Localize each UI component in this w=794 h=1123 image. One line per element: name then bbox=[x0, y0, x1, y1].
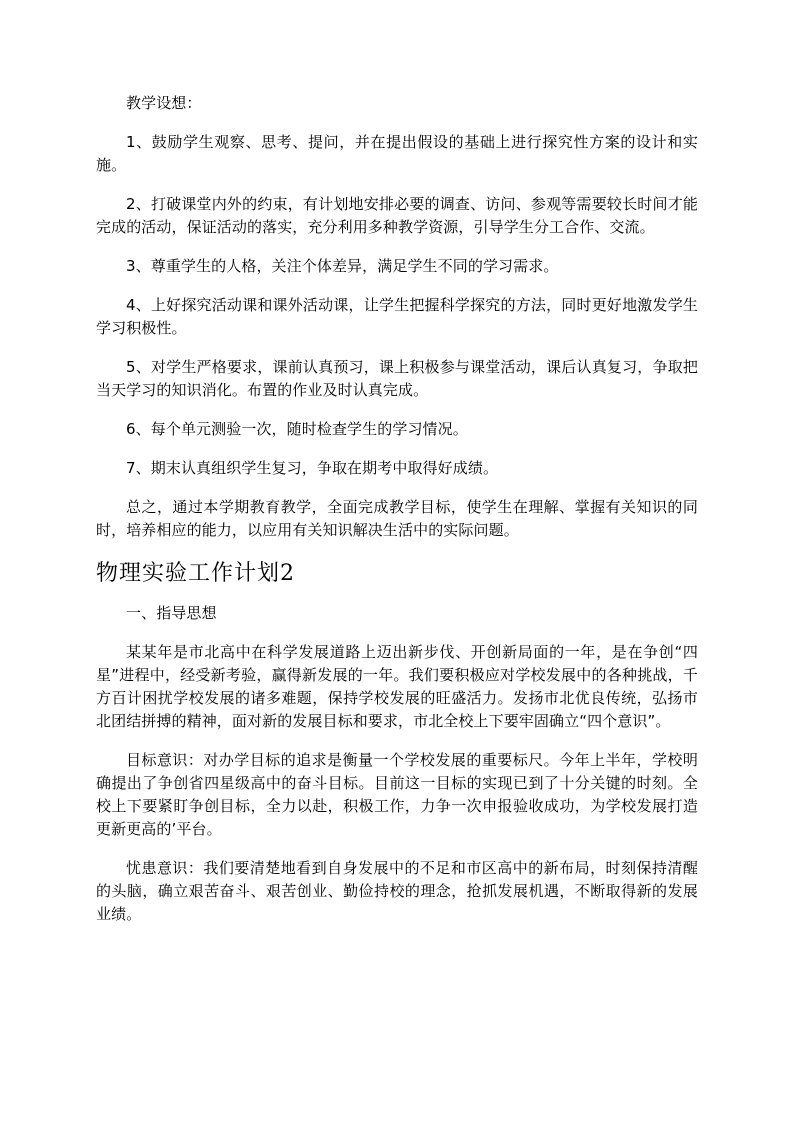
paragraph-summary: 总之，通过本学期教育教学，全面完成教学目标，使学生在理解、掌握有关知识的同时，培养相应的能力，以应用有关知识解决生活中的实际问题。 bbox=[96, 498, 698, 539]
paragraph-item-4: 4、上好探究活动课和课外活动课，让学生把握科学探究的方法，同时更好地激发学生学习积极性。 bbox=[96, 296, 698, 337]
paragraph-guiding-thought: 某某年是市北高中在科学发展道路上迈出新步伐、开创新局面的一年，是在争创“四星”进程中，经受新考验，赢得新发展的一年。我们要积极应对学校发展中的各种挑战，千方百计困扰学校发展的诸多难题，保持学校发展的旺盛活力。发扬市北优良传统，弘扬市北团结拼搏的精神，面对新的发展目标和要求，市北全校上下要牢固确立“四个意识”。 bbox=[96, 643, 698, 730]
paragraph-item-6: 6、每个单元测验一次，随时检查学生的学习情况。 bbox=[126, 420, 468, 438]
paragraph-item-2: 2、打破课堂内外的约束，有计划地安排必要的调查、访问、参观等需要较长时间才能完成的活动，保证活动的落实，充分利用多种教学资源，引导学生分工合作、交流。 bbox=[96, 195, 698, 236]
paragraph-teaching-ideas-heading: 教学设想： bbox=[126, 94, 202, 112]
paragraph-item-7: 7、期末认真组织学生复习，争取在期考中取得好成绩。 bbox=[126, 459, 499, 477]
paragraph-item-3: 3、尊重学生的人格，关注个体差异，满足学生不同的学习需求。 bbox=[126, 257, 559, 275]
paragraph-item-5: 5、对学生严格要求，课前认真预习，课上积极参与课堂活动，课后认真复习，争取把当天学习的知识消化。布置的作业及时认真完成。 bbox=[96, 358, 698, 399]
paragraph-crisis-awareness: 忧患意识：我们要清楚地看到自身发展中的不足和市区高中的新布局，时刻保持清醒的头脑，确立艰苦奋斗、艰苦创业、勤俭持校的理念，抢抓发展机遇，不断取得新的发展业绩。 bbox=[96, 859, 698, 923]
paragraph-guiding-thought-heading: 一、指导思想 bbox=[126, 604, 217, 622]
paragraph-goal-awareness: 目标意识：对办学目标的追求是衡量一个学校发展的重要标尺。今年上半年，学校明确提出了争创省四星级高中的奋斗目标。目前这一目标的实现已到了十分关键的时刻。全校上下要紧盯争创目标，全力以赴，积极工作，力争一次申报验收成功，为学校发展打造更新更高的’平台。 bbox=[96, 751, 698, 838]
section-title: 物理实验工作计划2 bbox=[96, 561, 295, 586]
paragraph-item-1: 1、鼓励学生观察、思考、提问，并在提出假设的基础上进行探究性方案的设计和实施。 bbox=[96, 133, 698, 174]
document-body bbox=[96, 92, 698, 942]
